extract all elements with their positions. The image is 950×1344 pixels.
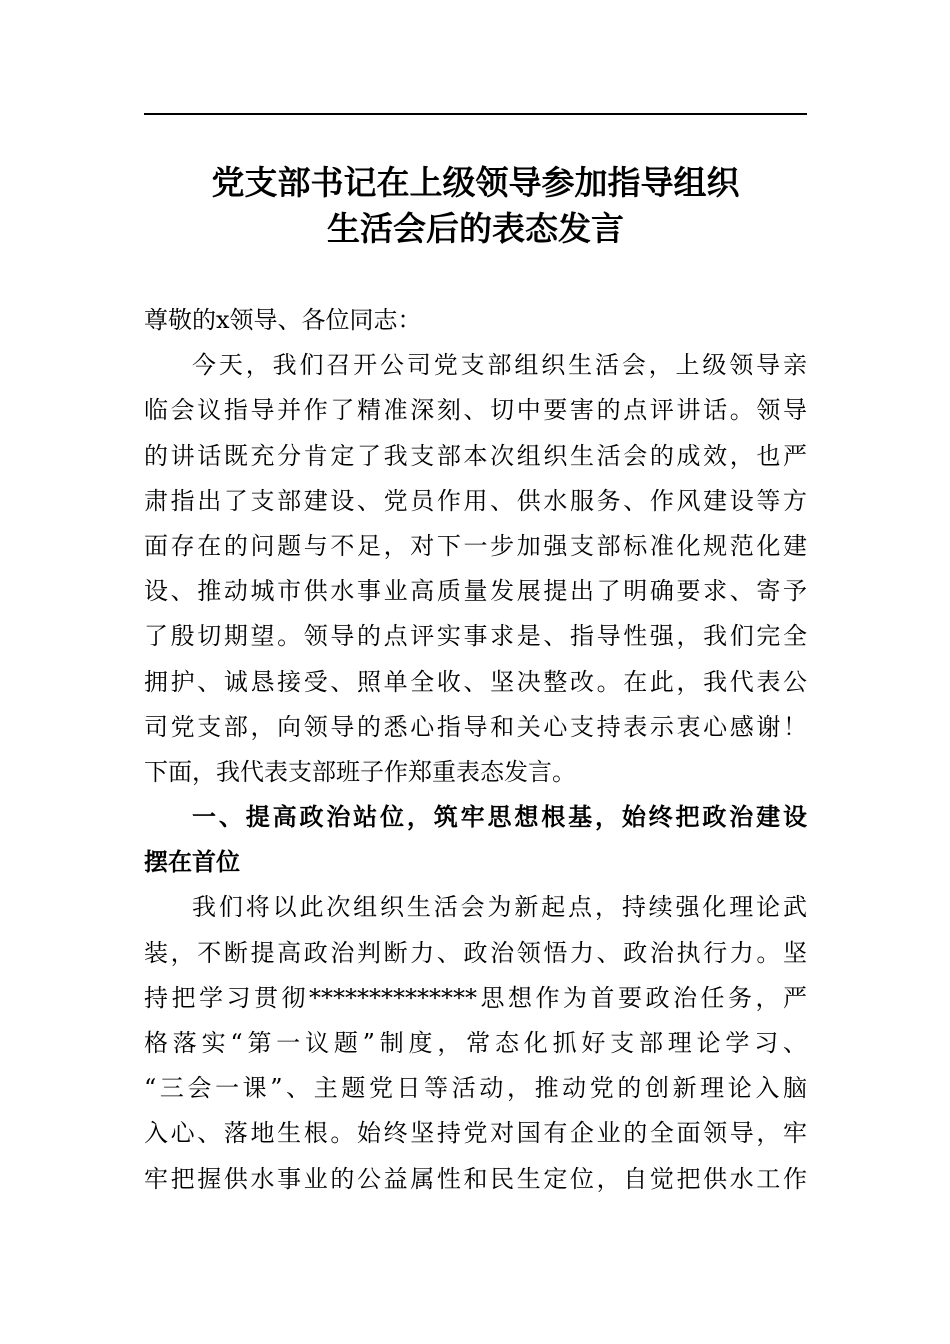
paragraph-1-line: 的讲话既充分肯定了我支部本次组织生活会的成效，也严 xyxy=(144,441,807,470)
paragraph-1-line: 今天，我们召开公司党支部组织生活会，上级领导亲 xyxy=(192,351,807,380)
title-line-1: 党支部书记在上级领导参加指导组织 xyxy=(211,163,740,202)
paragraph-2-line: 入心、落地生根。始终坚持党对国有企业的全面领导，牢 xyxy=(144,1119,807,1148)
paragraph-1-line: 司党支部，向领导的悉心指导和关心支持表示衷心感谢！ xyxy=(144,712,807,741)
section-heading-line: 一、提高政治站位，筑牢思想根基，始终把政治建设 xyxy=(192,803,807,832)
salutation: 尊敬的x领导、各位同志： xyxy=(144,306,422,334)
document-title xyxy=(144,160,807,252)
document-body xyxy=(144,298,807,1202)
paragraph-2-line: 持把学习贯彻**************思想作为首要政治任务，严 xyxy=(144,983,807,1012)
paragraph-2 xyxy=(144,885,807,1201)
paragraph-1-line: 拥护、诚恳接受、照单全收、坚决整改。在此，我代表公 xyxy=(144,667,807,696)
paragraph-2-line: 我们将以此次组织生活会为新起点，持续强化理论武 xyxy=(192,893,807,922)
paragraph-1-line: 肃指出了支部建设、党员作用、供水服务、作风建设等方 xyxy=(144,486,807,515)
paragraph-2-line: 装，不断提高政治判断力、政治领悟力、政治执行力。坚 xyxy=(144,938,807,967)
paragraph-1-line: 了殷切期望。领导的点评实事求是、指导性强，我们完全 xyxy=(144,622,807,651)
paragraph-2-line: 格落实“第一议题”制度，常态化抓好支部理论学习、 xyxy=(144,1029,807,1057)
paragraph-2-line: “三会一课”、主题党日等活动，推动党的创新理论入脑 xyxy=(144,1074,807,1103)
header-rule xyxy=(144,113,807,115)
paragraph-1-line: 设、推动城市供水事业高质量发展提出了明确要求、寄予 xyxy=(144,577,807,606)
paragraph-1 xyxy=(144,343,807,795)
title-line-2: 生活会后的表态发言 xyxy=(327,209,624,248)
paragraph-2-line: 牢把握供水事业的公益属性和民生定位，自觉把供水工作 xyxy=(144,1164,807,1193)
paragraph-1-line: 临会议指导并作了精准深刻、切中要害的点评讲话。领导 xyxy=(144,396,807,425)
section-heading-line: 摆在首位 xyxy=(144,848,240,877)
section-heading-1 xyxy=(144,795,807,885)
paragraph-1-line: 下面，我代表支部班子作郑重表态发言。 xyxy=(144,757,576,786)
paragraph-1-line: 面存在的问题与不足，对下一步加强支部标准化规范化建 xyxy=(144,531,807,560)
